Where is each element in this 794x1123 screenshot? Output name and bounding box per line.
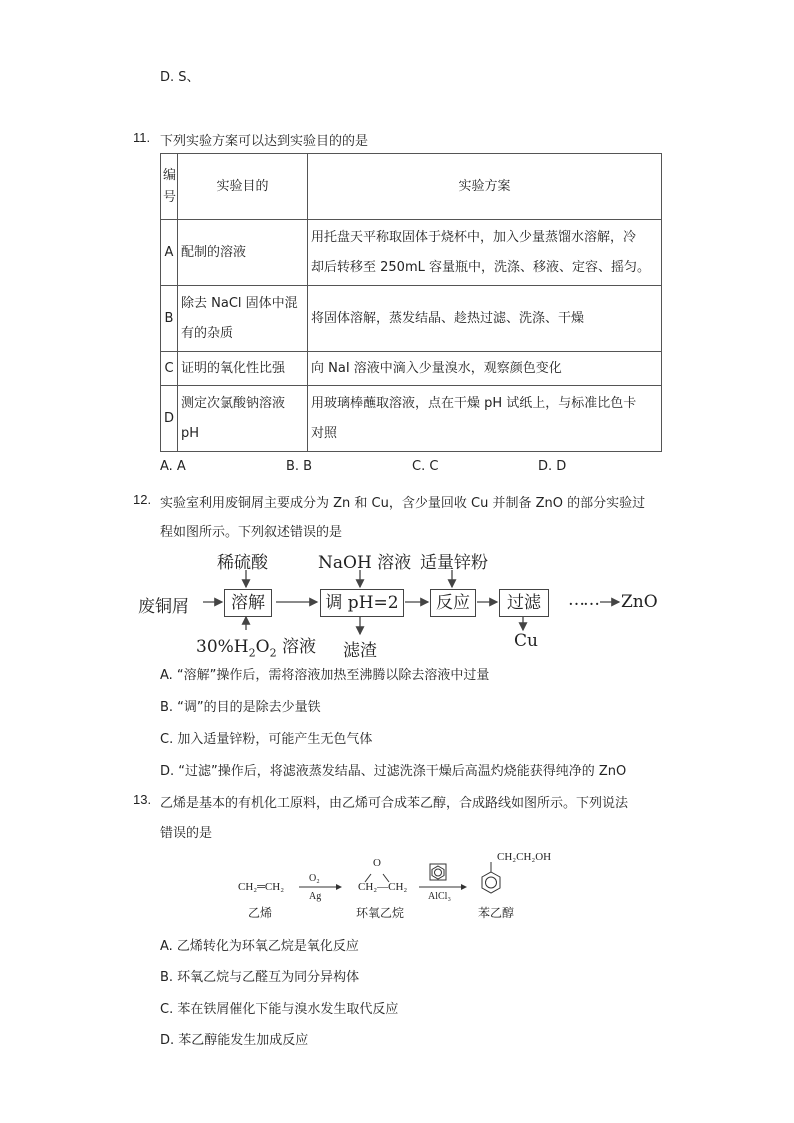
filter-residue: 滤渣 — [343, 641, 377, 661]
q13-option-b[interactable]: B. 环氧乙烷与乙醛互为同分异构体 — [160, 970, 360, 985]
row-aim-line2: pH — [181, 425, 200, 441]
q12-option-b[interactable]: B. “调”的目的是除去少量铁 — [160, 700, 321, 715]
epoxide-oxygen: O — [373, 857, 381, 869]
condition-o2: O₂ — [309, 873, 320, 884]
row-code: B — [161, 286, 178, 352]
header-aim: 实验目的 — [178, 154, 308, 220]
scheme-graphics — [0, 840, 794, 910]
step-react: 反应 — [430, 589, 476, 617]
row-aim-line1: 除去 NaCl 固体中混 — [181, 295, 298, 311]
q12-option-a[interactable]: A. “溶解”操作后，需将溶液加热至沸腾以除去溶液中过量 — [160, 668, 490, 683]
h2o2-sub-2: 2 — [269, 646, 277, 660]
condition-ag: Ag — [309, 891, 322, 902]
row-plan-line2: 对照 — [311, 425, 338, 441]
benzene-aromatic-circle — [486, 877, 497, 888]
q13-option-d[interactable]: D. 苯乙醇能发生加成反应 — [160, 1033, 309, 1048]
h2o2-text-1: 30%H — [196, 637, 249, 657]
q12-number: 12. — [133, 492, 152, 507]
reagent-naoh: NaOH 溶液 — [318, 553, 412, 573]
h2o2-sub-1: 2 — [248, 646, 256, 660]
side-chain-formula: CH₂CH₂OH — [497, 851, 552, 863]
row-aim-line1: 测定次氯酸钠溶液 — [181, 395, 286, 411]
step-filter: 过滤 — [499, 589, 549, 617]
epoxide-bond-left — [365, 874, 371, 882]
q12-stem-line1: 实验室利用废铜屑主要成分为 Zn 和 Cu，含少量回收 Cu 并制备 ZnO 的部分实验过 — [160, 496, 646, 511]
label-ethylene-oxide: 环氧乙烷 — [356, 906, 405, 920]
step-adjust-ph: 调 pH=2 — [320, 589, 404, 617]
q11-number: 11. — [133, 130, 151, 145]
q12-option-d[interactable]: D. “过滤”操作后，将滤液蒸发结晶、过滤洗涤干燥后高温灼烧能获得纯净的 ZnO — [160, 764, 627, 779]
epoxide-formula: CH₂—CH₂ — [358, 881, 408, 893]
q11-option-d[interactable]: D. D — [538, 459, 567, 474]
product-zno: ZnO — [621, 592, 658, 612]
start-scrap-copper: 废铜屑 — [138, 597, 189, 617]
step-dissolve: 溶解 — [224, 589, 272, 617]
row-plan-line2: 却后转移至 250mL 容量瓶中，洗涤、移液、定容、摇匀。 — [311, 259, 650, 275]
row-code: D — [161, 386, 178, 452]
row-plan-line1: 用玻璃棒蘸取溶液，点在干燥 pH 试纸上，与标准比色卡 — [311, 395, 637, 411]
row-plan: 将固体溶解，蒸发结晶、趁热过滤、洗涤、干燥 — [308, 286, 662, 352]
q11-stem: 下列实验方案可以达到实验目的的是 — [160, 134, 369, 149]
row-aim-line2: 有的杂质 — [181, 325, 234, 341]
row-plan: 向 NaI 溶液中滴入少量溴水，观察颜色变化 — [308, 352, 662, 386]
row-plan-line1: 用托盘天平称取固体于烧杯中，加入少量蒸馏水溶解，冷 — [311, 229, 637, 245]
label-ethylene: 乙烯 — [248, 906, 273, 920]
q12-option-c[interactable]: C. 加入适量锌粉，可能产生无色气体 — [160, 732, 373, 747]
header-plan: 实验方案 — [308, 154, 662, 220]
row-code: C — [161, 352, 178, 386]
header-code-text: 编号 — [163, 167, 177, 205]
q12-stem-line2: 程如图所示。下列叙述错误的是 — [160, 525, 343, 540]
q11-option-a[interactable]: A. A — [160, 459, 186, 474]
q13-option-c[interactable]: C. 苯在铁屑催化下能与溴水发生取代反应 — [160, 1002, 399, 1017]
q10-option-d: D. S、 — [160, 70, 200, 85]
ethylene-formula: CH₂═CH₂ — [238, 881, 285, 893]
benzene-reagent-ring — [435, 869, 442, 876]
q13-stem-line1: 乙烯是基本的有机化工原料，由乙烯可合成苯乙醇，合成路线如图所示。下列说法 — [160, 796, 629, 811]
epoxide-bond-right — [383, 874, 389, 882]
q13-stem-line2: 错误的是 — [160, 826, 213, 841]
label-phenylethanol: 苯乙醇 — [478, 906, 515, 920]
flow-dots: …… — [568, 590, 598, 610]
h2o2-text-3: 溶液 — [276, 637, 316, 657]
row-code: A — [161, 220, 178, 286]
product-cu: Cu — [514, 631, 538, 651]
h2o2-text-2: O — [255, 637, 270, 657]
benzene-ring-icon — [482, 872, 500, 893]
q11-option-b[interactable]: B. B — [286, 459, 313, 474]
reagent-zinc-powder: 适量锌粉 — [420, 553, 488, 573]
q13-option-a[interactable]: A. 乙烯转化为环氧乙烷是氧化反应 — [160, 939, 359, 954]
benzene-reagent-icon — [432, 866, 444, 879]
condition-alcl3: AlCl₃ — [428, 891, 451, 902]
reagent-sulfuric-acid: 稀硫酸 — [217, 553, 268, 573]
q13-number: 13. — [133, 792, 152, 807]
row-aim: 证明的氧化性比强 — [178, 352, 308, 386]
q11-option-c[interactable]: C. C — [412, 459, 439, 474]
row-aim: 配制的溶液 — [178, 220, 308, 286]
